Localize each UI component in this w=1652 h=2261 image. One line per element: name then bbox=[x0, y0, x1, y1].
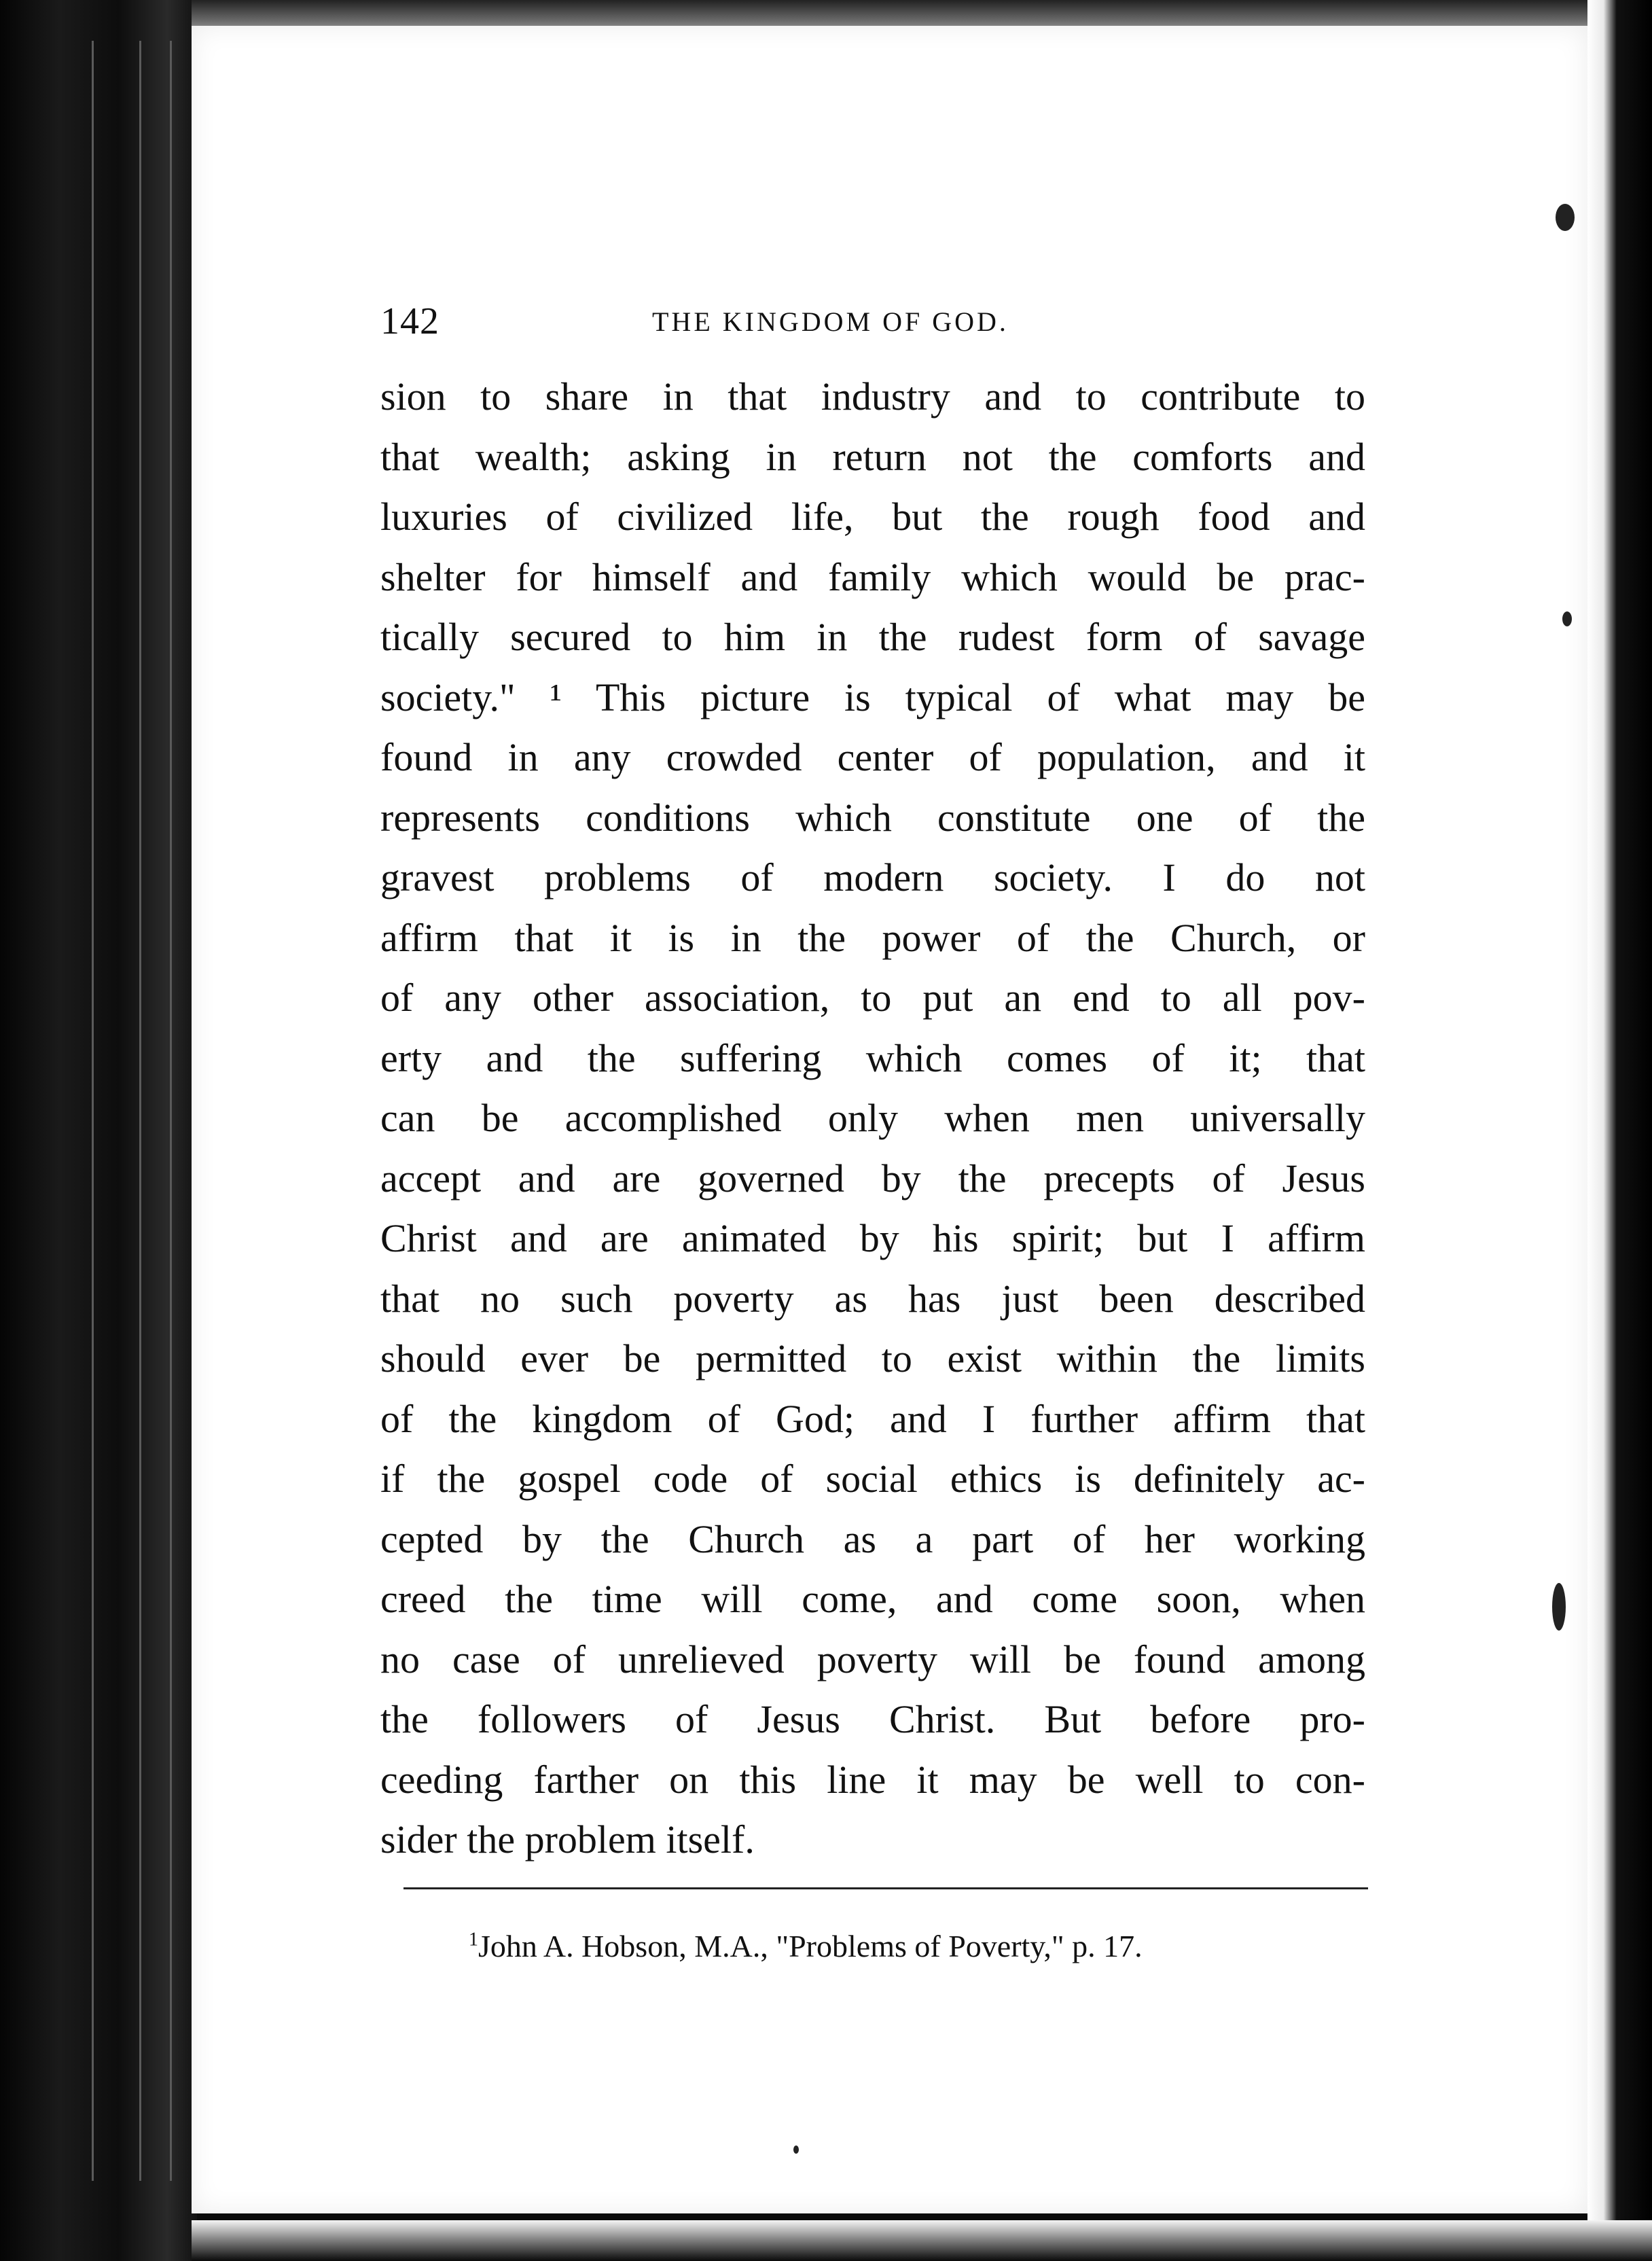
text-line: gravest problems of modern society. I do not bbox=[380, 855, 1365, 900]
scan-speck bbox=[1562, 611, 1572, 626]
scan-speck bbox=[793, 2146, 799, 2154]
right-page-edge bbox=[1587, 0, 1652, 2261]
text-line: the followers of Jesus Christ. But before pro- bbox=[380, 1697, 1365, 1741]
text-line: luxuries of civilized life, but the rough food and bbox=[380, 495, 1365, 539]
text-line: affirm that it is in the power of the Church, or bbox=[380, 915, 1365, 960]
text-line: cepted by the Church as a part of her working bbox=[380, 1516, 1365, 1561]
footnote bbox=[469, 1923, 1352, 1970]
text-line: should ever be permitted to exist within the limits bbox=[380, 1336, 1365, 1381]
footnote-marker: 1 bbox=[469, 1929, 478, 1951]
text-line: of the kingdom of God; and I further affirm that bbox=[380, 1396, 1365, 1441]
text-line: tically secured to him in the rudest form of savage bbox=[380, 615, 1365, 659]
scan-speck bbox=[1556, 204, 1575, 231]
page-header bbox=[380, 298, 1365, 345]
text-line: no case of unrelieved poverty will be found among bbox=[380, 1637, 1365, 1681]
text-line: creed the time will come, and come soon, when bbox=[380, 1577, 1365, 1621]
text-line: can be accomplished only when men universally bbox=[380, 1096, 1365, 1140]
text-line: accept and are governed by the precepts of Jesus bbox=[380, 1156, 1365, 1200]
text-line: sider the problem itself. bbox=[380, 1817, 755, 1862]
text-line: found in any crowded center of population, and it bbox=[380, 735, 1365, 779]
bottom-page-edge bbox=[192, 2220, 1652, 2261]
text-line: that wealth; asking in return not the comforts and bbox=[380, 434, 1365, 479]
body-text bbox=[380, 367, 1365, 1870]
running-head: THE KINGDOM OF GOD. bbox=[652, 306, 1009, 337]
page-edge-line bbox=[92, 41, 94, 2181]
footnote-rule bbox=[403, 1887, 1368, 1889]
text-line: ceeding farther on this line it may be well to con- bbox=[380, 1757, 1365, 1802]
page-edge-line bbox=[139, 41, 141, 2181]
text-line: Christ and are animated by his spirit; but I affirm bbox=[380, 1216, 1365, 1260]
text-line: society." ¹ This picture is typical of what may be bbox=[380, 675, 1365, 719]
page-number: 142 bbox=[380, 300, 439, 342]
text-line: represents conditions which constitute one of the bbox=[380, 795, 1365, 840]
book-binding bbox=[0, 0, 197, 2261]
page-edge-line bbox=[170, 41, 172, 2181]
text-line: shelter for himself and family which would be prac- bbox=[380, 554, 1365, 599]
text-line: erty and the suffering which comes of it; that bbox=[380, 1035, 1365, 1080]
text-line: that no such poverty as has just been described bbox=[380, 1276, 1365, 1321]
footnote-text: John A. Hobson, M.A., "Problems of Poverty," p. 17. bbox=[478, 1929, 1143, 1963]
text-line: sion to share in that industry and to contribute to bbox=[380, 374, 1365, 419]
text-line: if the gospel code of social ethics is definitely ac- bbox=[380, 1457, 1365, 1501]
text-line: of any other association, to put an end to all pov- bbox=[380, 976, 1365, 1020]
scan-speck bbox=[1552, 1583, 1566, 1631]
